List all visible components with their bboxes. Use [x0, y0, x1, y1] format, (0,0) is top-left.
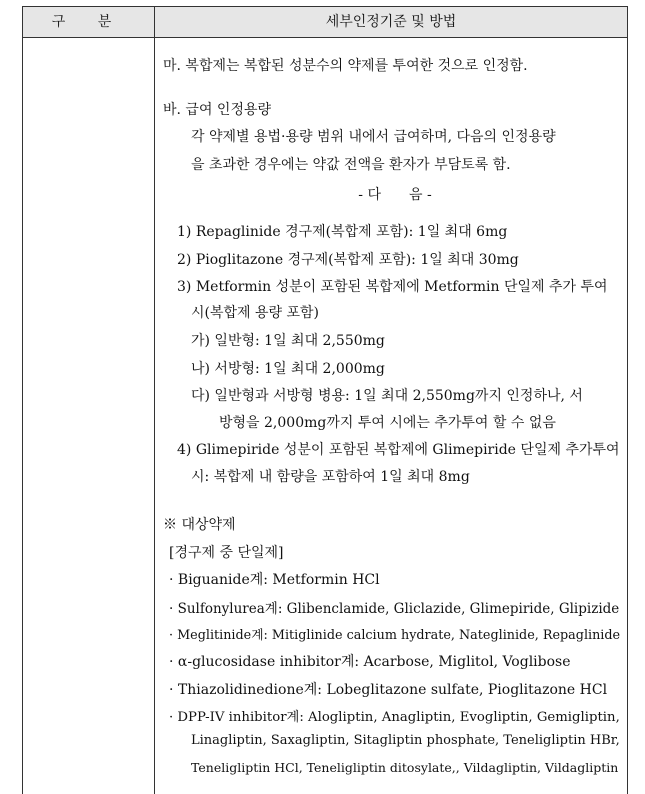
list-item: 나) 서방형: 1일 최대 2,000mg — [191, 361, 385, 377]
target-drugs-title: ※ 대상약제 — [163, 517, 236, 533]
header-category: 구 분 — [51, 14, 126, 30]
list-item: 2) Pioglitazone 경구제(복합제 포함): 1일 최대 30mg — [177, 252, 519, 268]
drug-class-item: · Meglitinide계: Mitiglinide calcium hydrate, Nateglinide, Repaglinide — [169, 628, 621, 643]
list-item: 1) Repaglinide 경구제(복합제 포함): 1일 최대 6mg — [177, 224, 508, 240]
drug-class-item: · DPP-IV inhibitor계: Alogliptin, Anagliptin, Evogliptin, Gemigliptin, — [169, 710, 620, 725]
list-item: 가) 일반형: 1일 최대 2,550mg — [191, 333, 385, 349]
target-drugs-subtitle: [경구제 중 단일제] — [169, 545, 284, 561]
drug-class-item: Linagliptin, Saxagliptin, Sitagliptin phosphate, Teneligliptin HBr, — [191, 733, 620, 748]
item-ba-body-1: 각 약제별 용법·용량 범위 내에서 급여하며, 다음의 인정용량 — [191, 129, 556, 145]
list-item: 4) Glimepiride 성분이 포함된 복합제에 Glimepiride 단일제 추가투여 — [177, 442, 620, 458]
list-item: 시: 복합제 내 함량을 포함하여 1일 최대 8mg — [191, 469, 470, 485]
table-header — [23, 7, 627, 38]
list-item: 3) Metformin 성분이 포함된 복합제에 Metformin 단일제 추가 투여 — [177, 279, 608, 295]
item-ba: 바. 급여 인정용량 — [163, 102, 272, 118]
drug-class-item: · Thiazolidinedione계: Lobeglitazone sulfate, Pioglitazone HCl — [169, 682, 608, 698]
drug-class-item: · Biguanide계: Metformin HCl — [169, 572, 380, 588]
da-eum-heading: - 다 음 - — [358, 187, 432, 203]
column-divider — [154, 38, 155, 794]
drug-class-item: · α-glucosidase inhibitor계: Acarbose, Miglitol, Voglibose — [169, 654, 571, 670]
drug-class-item: · Sulfonylurea계: Glibenclamide, Gliclazide, Glimepiride, Glipizide — [169, 601, 620, 617]
header-criteria: 세부인정기준 및 방법 — [154, 7, 627, 37]
item-ba-body-2: 을 초과한 경우에는 약값 전액을 환자가 부담토록 함. — [191, 157, 511, 173]
criteria-table — [22, 6, 628, 794]
item-ma: 마. 복합제는 복합된 성분수의 약제를 투여한 것으로 인정함. — [163, 58, 528, 74]
list-item: 다) 일반형과 서방형 병용: 1일 최대 2,550mg까지 인정하나, 서 — [191, 388, 583, 404]
drug-class-item: Teneligliptin HCl, Teneligliptin ditosylate,, Vildagliptin, Vildagliptin — [191, 760, 619, 775]
list-item: 방형을 2,000mg까지 투여 시에는 추가투여 할 수 없음 — [219, 415, 556, 431]
list-item: 시(복합제 용량 포함) — [191, 305, 320, 321]
